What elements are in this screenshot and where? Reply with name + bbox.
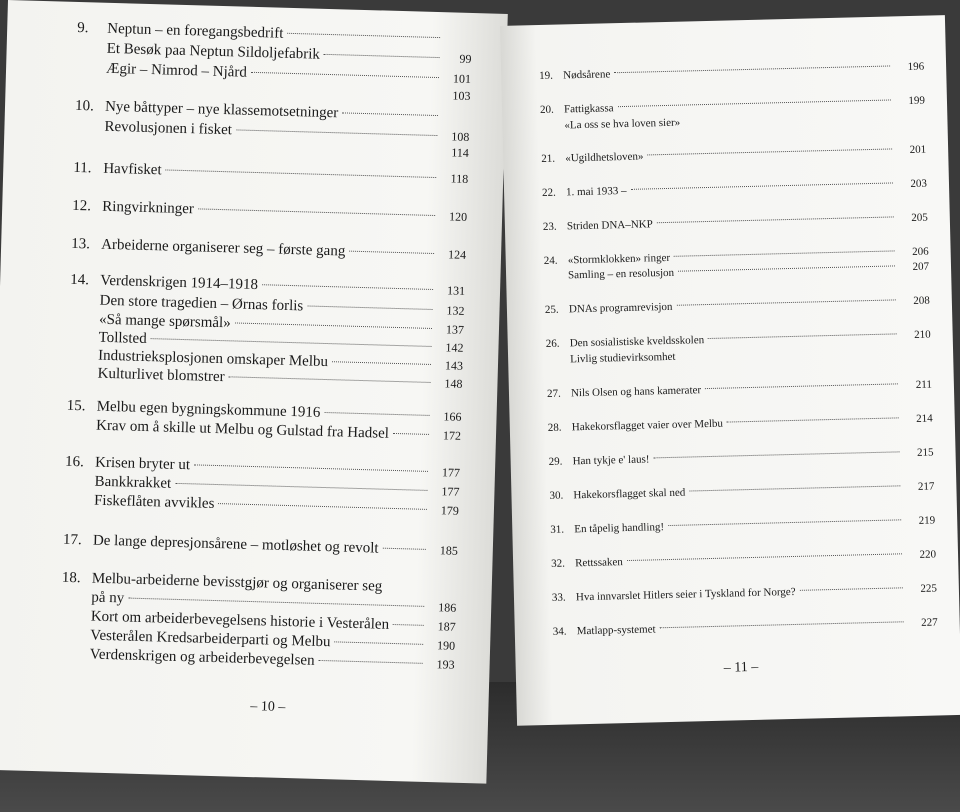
toc-entry xyxy=(63,532,458,560)
dot-leader xyxy=(647,148,892,155)
entry-title: Et Besøk paa Neptun Sildoljefabrik xyxy=(106,40,321,63)
dot-leader xyxy=(332,361,431,365)
entry-number: 30. xyxy=(549,489,564,502)
dot-leader xyxy=(678,265,895,271)
entry-number: 22. xyxy=(541,186,556,200)
entry-title: Verdenskrigen og arbeiderbevegelsen xyxy=(89,646,315,669)
entry-page: 120 xyxy=(448,209,468,224)
entry-number: 28. xyxy=(547,421,562,434)
dot-leader xyxy=(324,54,440,58)
entry-number: 27. xyxy=(546,387,561,400)
entry-page: 203 xyxy=(910,177,928,191)
entry-number: 33. xyxy=(551,591,566,604)
page-number-right: – 11 – xyxy=(723,659,759,676)
toc-entry xyxy=(542,178,927,199)
entry-page: 166 xyxy=(443,409,462,424)
toc-entry xyxy=(545,295,930,316)
entry-number: 26. xyxy=(545,337,560,350)
toc-entry xyxy=(71,236,466,264)
dot-leader xyxy=(668,519,901,526)
entry-title: Verdenskrigen 1914–1918 xyxy=(99,272,259,294)
entry-number: 12. xyxy=(72,197,92,215)
dot-leader xyxy=(194,464,428,472)
entry-page: 185 xyxy=(439,543,458,558)
entry-number: 21. xyxy=(541,152,556,166)
dot-leader xyxy=(660,621,904,628)
entry-title: Melbu egen bygningskommune 1916 xyxy=(96,398,321,421)
entry-title: Samling – en resolusjon xyxy=(567,266,675,282)
entry-title: Kort om arbeiderbevegelsens historie i Vesterålen xyxy=(90,608,390,633)
dot-leader xyxy=(235,322,432,329)
toc-entry xyxy=(547,379,932,400)
entry-title: DNAs programrevisjon xyxy=(568,300,673,316)
dot-leader xyxy=(689,485,900,491)
dot-leader xyxy=(324,412,429,416)
dot-leader xyxy=(800,587,903,591)
entry-title: Hakekorsflagget skal ned xyxy=(573,486,686,502)
entry-title: Krav om å skille ut Melbu og Gulstad fra Hadsel xyxy=(95,417,390,442)
entry-number: 9. xyxy=(77,19,89,37)
entry-title: Den store tragedien – Ørnas forlis xyxy=(99,292,304,315)
entry-title: 1. mai 1933 – xyxy=(565,184,627,199)
entry-page: 219 xyxy=(918,514,936,527)
dot-leader xyxy=(657,216,894,223)
entry-title: Kulturlivet blomstrer xyxy=(97,365,225,386)
entry-number: 11. xyxy=(73,159,92,177)
entry-page: 190 xyxy=(436,638,456,653)
toc-entry xyxy=(73,160,468,188)
dot-leader xyxy=(262,284,433,290)
entry-title: Rettssaken xyxy=(575,556,623,570)
entry-title: Bankkrakket xyxy=(94,473,172,492)
dot-leader xyxy=(175,483,427,491)
entry-number: 20. xyxy=(539,103,554,117)
toc-entry xyxy=(549,481,934,502)
toc-entry xyxy=(551,549,936,570)
dot-leader xyxy=(166,169,437,178)
entry-title: Den sosialistiske kveldsskolen xyxy=(569,334,705,350)
entry-page: 179 xyxy=(440,503,460,518)
entry-title: Nødsårene xyxy=(563,68,611,82)
toc-entry xyxy=(72,198,467,226)
toc-entry xyxy=(543,212,928,233)
dot-leader xyxy=(727,417,899,422)
entry-title: Ægir – Nimrod – Njård xyxy=(105,60,248,81)
dot-leader xyxy=(393,433,429,435)
dot-leader xyxy=(674,250,895,256)
entry-title: Hakekorsflagget vaier over Melbu xyxy=(571,417,724,434)
entry-page: 220 xyxy=(919,548,937,561)
dot-leader xyxy=(151,338,432,347)
entry-page: 137 xyxy=(445,322,465,337)
toc-entry xyxy=(539,61,924,82)
entry-page: 124 xyxy=(447,247,467,262)
entry-title: De lange depresjonsårene – motløshet og revolt xyxy=(92,532,379,557)
entry-number: 31. xyxy=(550,523,565,536)
entry-title: Striden DNA–NKP xyxy=(566,218,653,233)
entry-title: Nils Olsen og hans kamerater xyxy=(570,384,702,400)
entry-page: 227 xyxy=(921,616,938,629)
entry-page: 199 xyxy=(908,94,926,108)
entry-title: Vesterålen Kredsarbeiderparti og Melbu xyxy=(90,627,331,651)
toc-entry xyxy=(549,447,934,468)
page-number-left: – 10 – xyxy=(250,699,286,716)
entry-page: 103 xyxy=(452,88,471,103)
entry-page: 101 xyxy=(452,71,472,86)
entry-title: «Så mange spørsmål» xyxy=(98,311,231,332)
dot-leader xyxy=(393,624,424,626)
entry-page: 193 xyxy=(436,657,455,672)
entry-page: 201 xyxy=(909,143,927,157)
dot-leader xyxy=(631,182,893,189)
entry-number: 23. xyxy=(542,220,557,234)
entry-title: Industrieksplosjonen omskaper Melbu xyxy=(97,347,329,371)
dot-leader xyxy=(617,99,890,107)
entry-title: Tollsted xyxy=(98,329,147,348)
entry-number: 13. xyxy=(70,235,91,253)
entry-page: 132 xyxy=(446,303,465,318)
entry-title: Arbeiderne organiserer seg – første gang xyxy=(100,236,346,260)
entry-page: 225 xyxy=(920,582,938,595)
dot-leader xyxy=(349,251,434,254)
entry-page: 211 xyxy=(915,378,933,391)
dot-leader xyxy=(627,553,902,561)
toc-entry xyxy=(550,515,935,536)
entry-page: 186 xyxy=(438,600,457,615)
entry-page: 196 xyxy=(907,60,925,74)
dot-leader xyxy=(251,72,439,78)
entry-page: 205 xyxy=(911,211,928,225)
toc-entry xyxy=(548,413,933,434)
entry-page: 214 xyxy=(916,412,933,425)
entry-title: Neptun – en foregangsbedrift xyxy=(107,20,284,42)
entry-number: 14. xyxy=(69,271,90,289)
entry-title: «Ugildhetsloven» xyxy=(565,150,644,165)
dot-leader xyxy=(653,451,899,458)
entry-number: 18. xyxy=(61,569,81,587)
entry-title: Fiskeflåten avvikles xyxy=(93,492,215,512)
dot-leader xyxy=(307,305,432,309)
entry-title: Hva innvarslet Hitlers seier i Tyskland for Norge? xyxy=(575,585,796,604)
entry-page: 114 xyxy=(451,145,470,160)
entry-page: 142 xyxy=(445,340,464,355)
entry-page: 143 xyxy=(444,358,464,373)
entry-page: 177 xyxy=(441,465,461,480)
entry-number: 16. xyxy=(64,453,85,471)
entry-number: 24. xyxy=(543,254,558,267)
entry-page: 210 xyxy=(914,328,931,341)
entry-page: 177 xyxy=(441,484,460,499)
entry-title: Han tykje e' laus! xyxy=(572,453,650,468)
dot-leader xyxy=(128,598,424,607)
dot-leader xyxy=(676,299,895,305)
entry-page: 118 xyxy=(450,171,469,186)
entry-page: 172 xyxy=(442,428,462,443)
entry-title: Matlapp-systemet xyxy=(576,623,656,638)
right-toc xyxy=(500,15,945,638)
entry-number: 29. xyxy=(548,455,563,468)
entry-page: 187 xyxy=(437,619,456,634)
entry-number: 32. xyxy=(551,557,566,570)
entry-title: Havfisket xyxy=(103,160,162,179)
dot-leader xyxy=(335,641,424,644)
entry-page: 148 xyxy=(444,376,463,391)
dot-leader xyxy=(198,208,435,216)
entry-page: 217 xyxy=(917,480,935,493)
entry-title: Fattigkassa xyxy=(563,102,614,116)
entry-title: Livlig studievirksomhet xyxy=(570,350,676,366)
entry-title: En tåpelig handling! xyxy=(574,521,665,536)
toc-entry xyxy=(541,144,926,165)
entry-number: 10. xyxy=(74,97,95,115)
entry-number: 34. xyxy=(552,625,567,638)
entry-number: 17. xyxy=(62,531,82,549)
entry-title: på ny xyxy=(91,589,125,607)
dot-leader xyxy=(614,65,890,73)
entry-title: Krisen bryter ut xyxy=(94,454,191,474)
dot-leader xyxy=(342,112,438,116)
dot-leader xyxy=(236,129,437,136)
entry-title: Nye båttyper – nye klassemotsetninger xyxy=(104,98,339,122)
dot-leader xyxy=(705,383,898,389)
entry-page: 207 xyxy=(912,260,930,273)
entry-page: 99 xyxy=(459,51,472,66)
entry-title: «La oss se hva loven sier» xyxy=(564,116,681,132)
entry-number: 19. xyxy=(539,69,554,83)
entry-title: Melbu-arbeiderne bevisstgjør og organiserer seg xyxy=(91,570,383,595)
entry-title: «Stormklokken» ringer xyxy=(567,251,671,267)
toc-entry xyxy=(552,582,937,603)
entry-title: Revolusjonen i fisket xyxy=(104,118,233,139)
entry-page: 215 xyxy=(916,446,934,459)
entry-page: 131 xyxy=(446,283,466,298)
dot-leader xyxy=(383,548,426,550)
entry-page: 108 xyxy=(451,129,470,144)
dot-leader xyxy=(319,660,423,664)
entry-title: Ringvirkninger xyxy=(102,198,195,218)
toc-entry xyxy=(553,616,938,637)
dot-leader xyxy=(218,503,427,510)
dot-leader xyxy=(229,376,431,383)
entry-number: 25. xyxy=(544,303,559,316)
left-toc xyxy=(8,0,508,672)
entry-number: 15. xyxy=(66,397,86,415)
entry-page xyxy=(444,42,472,43)
dot-leader xyxy=(287,33,440,38)
entry-page: 206 xyxy=(911,245,929,258)
entry-page: 208 xyxy=(913,294,930,307)
right-page xyxy=(500,15,960,726)
dot-leader xyxy=(708,333,897,339)
